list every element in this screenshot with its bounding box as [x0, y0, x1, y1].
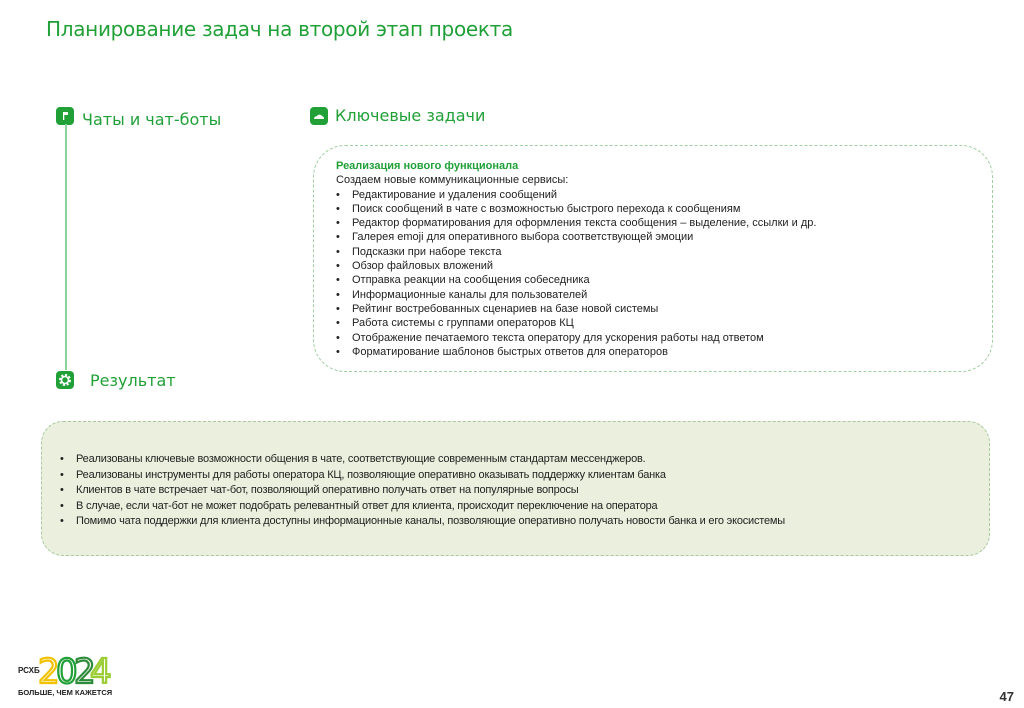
page-title: Планирование задач на второй этап проекта: [46, 17, 513, 41]
gear-icon: [56, 371, 74, 389]
list-item: • Помимо чата поддержки для клиента доступны информационные каналы, позволяющие оперативно получать новости банка и его экосистемы: [60, 514, 785, 530]
timeline-line: [65, 124, 67, 370]
page-number: 47: [999, 689, 1014, 704]
list-item: • Редактор форматирования для оформления текста сообщения – выделение, ссылки и др.: [336, 216, 816, 230]
svg-text:4: 4: [90, 652, 112, 692]
list-item: • Поиск сообщений в чате с возможностью быстрого перехода к сообщениям: [336, 202, 816, 216]
cloud-icon: [310, 107, 328, 125]
list-item: • Обзор файловых вложений: [336, 259, 816, 273]
result-list: [60, 452, 785, 530]
key-tasks-list: [336, 188, 816, 360]
section-result: Результат: [90, 371, 176, 390]
section-key-tasks: Ключевые задачи: [335, 106, 486, 125]
svg-text:РСХБ: РСХБ: [18, 666, 40, 675]
list-item: • Клиентов в чате встречает чат-бот, позволяющий оперативно получать ответ на популярные вопросы: [60, 483, 785, 499]
svg-text:0: 0: [56, 652, 78, 692]
svg-text:2: 2: [38, 652, 60, 692]
list-item: • Работа системы с группами операторов КЦ: [336, 316, 816, 330]
key-tasks-heading: Реализация нового функционала: [336, 160, 519, 172]
list-item: • Реализованы инструменты для работы оператора КЦ, позволяющие оперативно оказывать поддержку клиентам банка: [60, 468, 785, 484]
result-box: [41, 421, 990, 556]
list-item: • Реализованы ключевые возможности общения в чате, соответствующие современным стандартам мессенджеров.: [60, 452, 785, 468]
list-item: • Редактирование и удаления сообщений: [336, 188, 816, 202]
svg-text:БОЛЬШЕ, ЧЕМ КАЖЕТСЯ: БОЛЬШЕ, ЧЕМ КАЖЕТСЯ: [18, 688, 113, 697]
list-item: • Информационные каналы для пользователей: [336, 288, 816, 302]
logo: [18, 652, 113, 704]
list-item: • В случае, если чат-бот не может подобрать релевантный ответ для клиента, происходит переключение на оператора: [60, 499, 785, 515]
list-item: • Галерея emoji для оперативного выбора соответствующей эмоции: [336, 230, 816, 244]
list-item: • Подсказки при наборе текста: [336, 245, 816, 259]
list-item: • Форматирование шаблонов быстрых ответов для операторов: [336, 345, 816, 359]
key-tasks-box: [313, 145, 993, 372]
list-item: • Рейтинг востребованных сценариев на базе новой системы: [336, 302, 816, 316]
list-item: • Отправка реакции на сообщения собеседника: [336, 273, 816, 287]
section-chats: Чаты и чат-боты: [82, 110, 222, 129]
key-tasks-intro: Создаем новые коммуникационные сервисы:: [336, 174, 569, 187]
flag-icon: [56, 107, 74, 125]
list-item: • Отображение печатаемого текста оператору для ускорения работы над ответом: [336, 331, 816, 345]
svg-text:2: 2: [74, 652, 96, 692]
